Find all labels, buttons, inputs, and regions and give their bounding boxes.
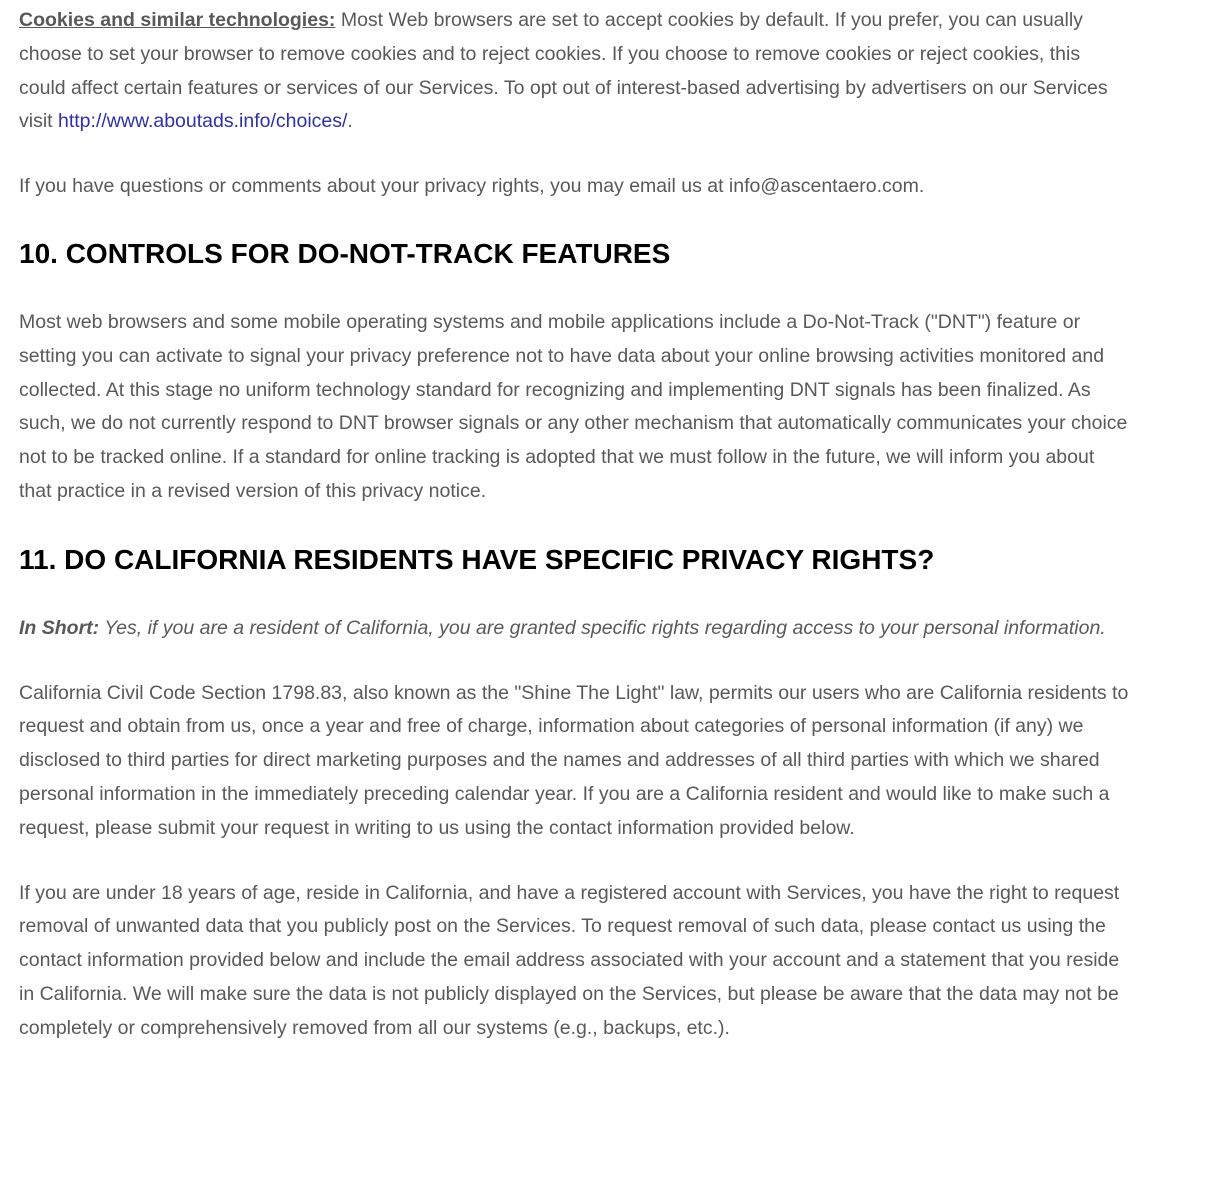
aboutads-link[interactable]: http://www.aboutads.info/choices/ bbox=[58, 110, 348, 133]
privacy-notice-content bbox=[19, 4, 1129, 1046]
cookies-lead: Cookies and similar technologies: bbox=[19, 9, 336, 31]
questions-paragraph: If you have questions or comments about your privacy rights, you may email us at info@ascentaero.com. bbox=[19, 175, 925, 198]
in-short-label: In Short: bbox=[19, 616, 100, 639]
section-10-heading: 10. CONTROLS FOR DO-NOT-TRACK FEATURES bbox=[19, 237, 671, 269]
section-11-heading: 11. DO CALIFORNIA RESIDENTS HAVE SPECIFIC PRIVACY RIGHTS? bbox=[19, 543, 935, 575]
cookies-text: Most Web browsers are set to accept cookies by default. If you prefer, you can usually choose to set your browser to remove cookies and to reject cookies. If you choose to remove cookies or reject cookies, this could affect certain features or services of our Services. To opt out of interest-based advertising by advertisers on our Services visit bbox=[19, 9, 1108, 133]
cookies-after: . bbox=[347, 110, 353, 133]
minors-removal-paragraph: If you are under 18 years of age, reside in California, and have a registered account with Services, you have the right to request removal of unwanted data that you publicly post on the Services. To request removal of such data, please contact us using the contact information provided below and include the email address associated with your account and a statement that you reside in California. We will make sure the data is not publicly displayed on the Services, but please be aware that the data may not be completely or comprehensively removed from all our systems (e.g., backups, etc.). bbox=[19, 881, 1120, 1039]
section-10-paragraph: Most web browsers and some mobile operating systems and mobile applications include a Do-Not-Track ("DNT") feature or setting you can activate to signal your privacy preference not to have data about your online browsing activities monitored and collected. At this stage no uniform technology standard for recognizing and implementing DNT signals has been finalized. As such, we do not currently respond to DNT browser signals or any other mechanism that automatically communicates your choice not to be tracked online. If a standard for online tracking is adopted that we must follow in the future, we will inform you about that practice in a revised version of this privacy notice. bbox=[19, 310, 1128, 502]
cookies-paragraph bbox=[19, 4, 1129, 139]
in-short-text: Yes, if you are a resident of California, you are granted specific rights regarding access to your personal information. bbox=[99, 616, 1106, 639]
shine-the-light-paragraph: California Civil Code Section 1798.83, also known as the "Shine The Light" law, permits our users who are California residents to request and obtain from us, once a year and free of charge, information about categories of personal information (if any) we disclosed to third parties for direct marketing purposes and the names and addresses of all third parties with which we shared personal information in the immediately preceding calendar year. If you are a California resident and would like to make such a request, please submit your request in writing to us using the contact information provided below. bbox=[19, 681, 1129, 839]
in-short-paragraph bbox=[19, 612, 1129, 646]
